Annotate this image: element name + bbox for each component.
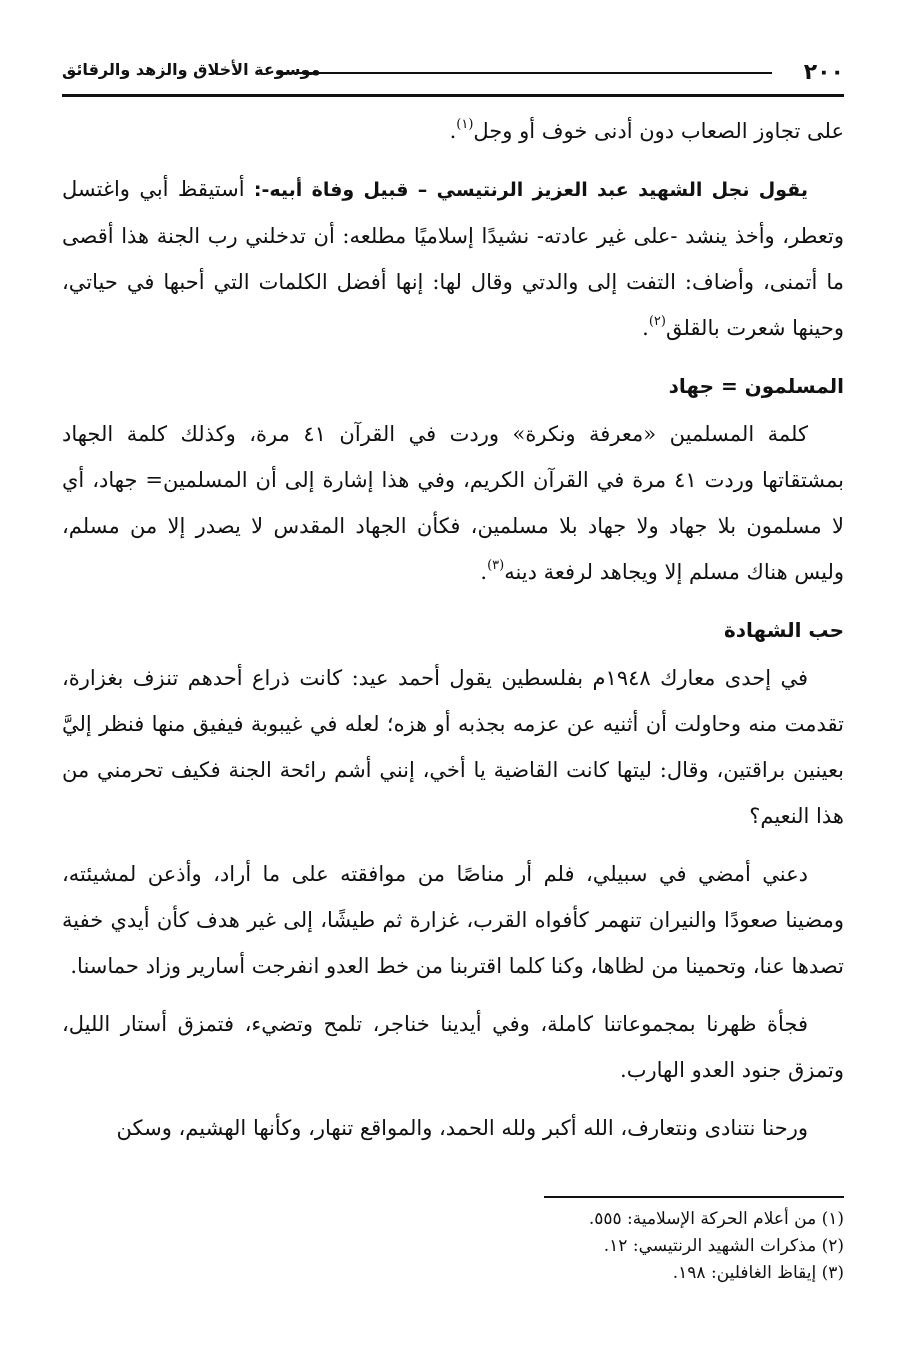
section-heading: حب الشهادة [723, 618, 844, 642]
header-rule [62, 94, 844, 97]
footnote: (١) من أعلام الحركة الإسلامية: ٥٥٥. [588, 1209, 844, 1229]
paragraph-end: . [480, 560, 488, 584]
running-title: موسوعة الأخلاق والزهد والرقائق [62, 60, 321, 79]
paragraph [62, 411, 844, 595]
page-body [62, 108, 844, 1158]
footnotes [62, 1196, 844, 1287]
paragraph-end: . [449, 119, 457, 143]
footnote-ref: (٢) [648, 314, 666, 329]
footnote-ref: (١) [456, 117, 474, 132]
footnote-ref: (٣) [487, 558, 505, 573]
page-number: ٢٠٠ [803, 60, 844, 85]
paragraph: فجأة ظهرنا بمجموعاتنا كاملة، وفي أيدينا خناجر، تلمح وتضيء، فتمزق أستار الليل، وتمزق جنود العدو الهارب. [62, 1012, 844, 1082]
speaker-intro: يقول نجل الشهيد عبد العزيز الرنتيسي – قبيل وفاة أبيه-: [244, 179, 808, 201]
page-header [62, 58, 844, 102]
paragraph [62, 166, 844, 351]
paragraph-text: كلمة المسلمين «معرفة ونكرة» وردت في القرآن ٤١ مرة، وكذلك كلمة الجهاد بمشتقاتها وردت ٤١ مرة في القرآن الكريم، وفي هذا إشارة إلى أن المسلمين= جهاد، أي لا مسلمون بلا جهاد ولا جهاد بلا مسلمين، فكأن الجهاد المقدس لا يصدر إلا من مسلم، وليس هناك مسلم إلا ويجاهد لرفعة دينه [62, 422, 844, 584]
paragraph-text: على تجاوز الصعاب دون أدنى خوف أو وجل [473, 119, 844, 143]
header-line [278, 72, 772, 74]
footnote: (٣) إيقاظ الغافلين: ١٩٨. [672, 1263, 844, 1283]
footnote: (٢) مذكرات الشهيد الرنتيسي: ١٢. [603, 1236, 844, 1256]
section-heading: المسلمون = جهاد [668, 374, 844, 398]
paragraph [62, 108, 844, 154]
paragraph: ورحنا نتنادى ونتعارف، الله أكبر ولله الحمد، والمواقع تنهار، وكأنها الهشيم، وسكن [116, 1116, 808, 1140]
paragraph-end: . [642, 316, 649, 340]
paragraph: دعني أمضي في سبيلي، فلم أر مناصًا من موافقته على ما أراد، وأذعن لمشيئته، ومضينا صعودًا والنيران تنهمر كأفواه القرب، غزارة ثم طيشًا، إلى غير هدف كأن أيدي خفية تصدها عنا، وتحمينا من لظاها، وكنا كلما اقتربنا من خط العدو انفرجت أسارير وزاد حماسنا. [62, 862, 844, 978]
paragraph: في إحدى معارك ١٩٤٨م بفلسطين يقول أحمد عيد: كانت ذراع أحدهم تنزف بغزارة، تقدمت منه وحاولت أن أثنيه عن عزمه بجذبه أو هزه؛ لعله في غيبوبة فيفيق منها فنظر إليَّ بعينين براقتين، وقال: ليتها كانت القاضية يا أخي، إنني أشم رائحة الجنة فكيف تحرمني من هذا النعيم؟ [62, 666, 844, 828]
footnote-rule [544, 1196, 844, 1198]
paragraph-text: أستيقظ أبي واغتسل وتعطر، وأخذ ينشد -على غير عادته- نشيدًا إسلاميًا مطلعه: أن تدخلني رب الجنة هذا أقصى ما أتمنى، وأضاف: التفت إلى والدتي وقال لها: إنها أفضل الكلمات التي أحبها في حياتي، وحينها شعرت بالقلق [62, 177, 844, 340]
